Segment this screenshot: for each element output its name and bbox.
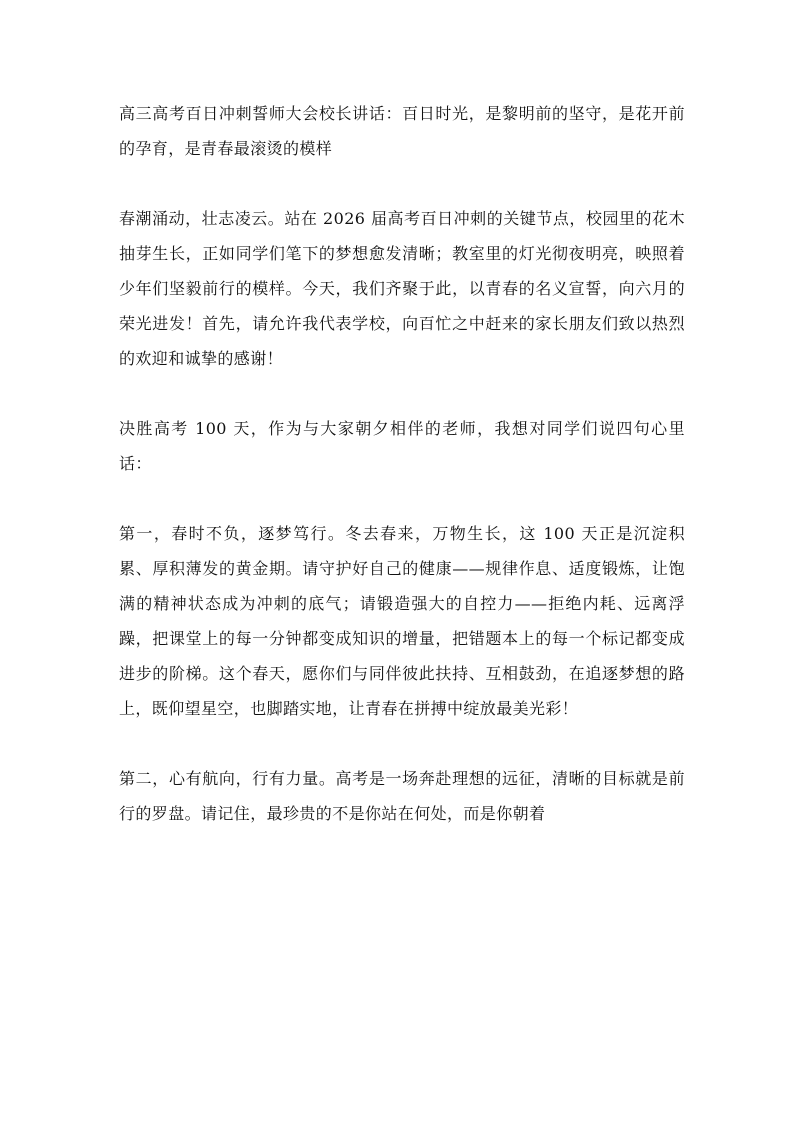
paragraph-four-messages: 决胜高考 100 天，作为与大家朝夕相伴的老师，我想对同学们说四句心里话： [119, 419, 685, 473]
document-body [119, 96, 685, 831]
paragraph-first-message: 第一，春时不负，逐梦笃行。冬去春来，万物生长，这 100 天正是沉淀积累、厚积薄发的黄金期。请守护好自己的健康——规律作息、适度锻炼，让饱满的精神状态成为冲刺的底气；请锻造强大的自控力——拒绝内耗、远离浮躁，把课堂上的每一分钟都变成知识的增量，把错题本上的每一个标记都变成进步的阶梯。这个春天，愿你们与同伴彼此扶持、互相鼓劲，在追逐梦想的路上，既仰望星空，也脚踏实地，让青春在拼搏中绽放最美光彩！ [119, 524, 685, 718]
paragraph-intro: 春潮涌动，壮志凌云。站在 2026 届高考百日冲刺的关键节点，校园里的花木抽芽生长，正如同学们笔下的梦想愈发清晰；教室里的灯光彻夜明亮，映照着少年们坚毅前行的模样。今天，我们齐聚于此，以青春的名义宣誓，向六月的荣光进发！首先，请允许我代表学校，向百忙之中赶来的家长朋友们致以热烈的欢迎和诚挚的感谢！ [119, 209, 685, 368]
paragraph-second-message: 第二，心有航向，行有力量。高考是一场奔赴理想的远征，清晰的目标就是前行的罗盘。请记住，最珍贵的不是你站在何处，而是你朝着 [119, 769, 685, 823]
document-title: 高三高考百日冲刺誓师大会校长讲话：百日时光，是黎明前的坚守，是花开前的孕育，是青春最滚烫的模样 [119, 104, 685, 158]
